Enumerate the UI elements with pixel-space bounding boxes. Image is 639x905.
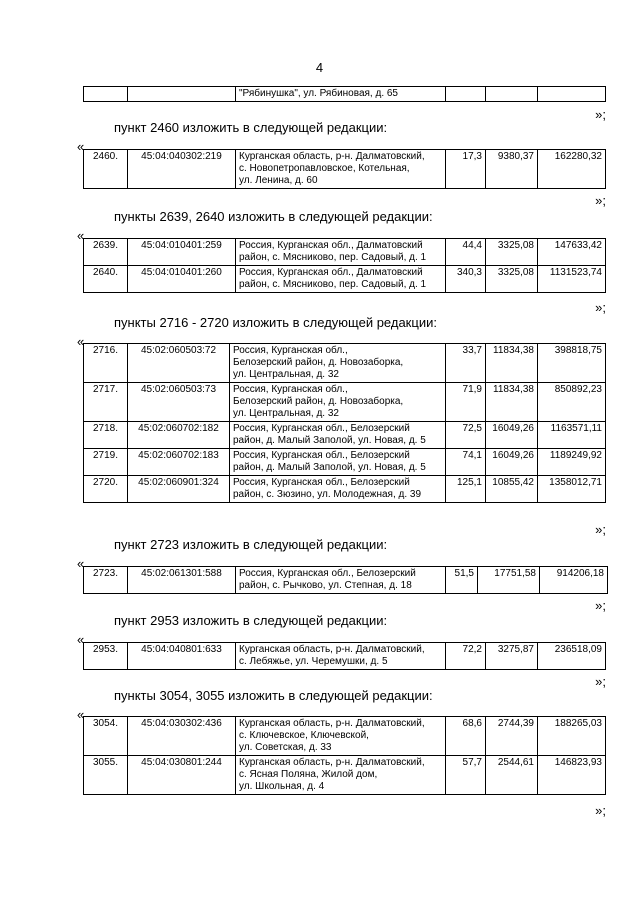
address-line: Россия, Курганская обл., [233, 384, 348, 395]
address-line: Россия, Курганская обл., Далматовский [239, 240, 423, 251]
address-cell [230, 383, 446, 422]
address-line: район, с. Зюзино, ул. Молодежная, д. 39 [233, 489, 422, 500]
address-line: Курганская область, р-н. Далматовский, [239, 718, 425, 729]
table-row [84, 266, 606, 293]
address-line: Белозерский район, д. Новозаборка, [233, 396, 404, 407]
area-cell: 74,1 [446, 449, 486, 476]
section-heading: пункт 2953 изложить в следующей редакции: [114, 613, 388, 628]
num-cell [84, 87, 128, 102]
address-line: ул. Центральная, д. 32 [233, 408, 339, 419]
price-cell: 3325,08 [486, 239, 538, 266]
closing-mark: »; [595, 522, 606, 537]
address-line: Курганская область, р-н. Далматовский, [239, 151, 425, 162]
address-line: район, д. Малый Заполой, ул. Новая, д. 5 [233, 435, 426, 446]
closing-mark: »; [595, 674, 606, 689]
address-cell [230, 344, 446, 383]
area-cell: 72,2 [446, 643, 486, 670]
area-cell [446, 87, 486, 102]
cadastral-cell: 45:04:030302:436 [128, 717, 236, 756]
section-heading: пункты 2716 - 2720 изложить в следующей редакции: [114, 315, 437, 330]
cadastral-cell: 45:02:060702:183 [128, 449, 230, 476]
opening-mark: « [77, 707, 85, 722]
address-line: с. Ясная Поляна, Жилой дом, [239, 769, 378, 780]
closing-mark: »; [595, 803, 606, 818]
total-cell: 914206,18 [540, 567, 608, 594]
num-cell: 2719. [84, 449, 128, 476]
address-cell [236, 266, 446, 293]
closing-mark: »; [595, 300, 606, 315]
cadastral-cell: 45:04:010401:259 [128, 239, 236, 266]
table-row [84, 643, 606, 670]
address-cell [236, 643, 446, 670]
table-row [84, 87, 606, 102]
address-line: ул. Советская, д. 33 [239, 742, 332, 753]
total-cell: 850892,23 [538, 383, 606, 422]
opening-mark: « [77, 228, 85, 243]
num-cell: 2718. [84, 422, 128, 449]
price-cell [486, 87, 538, 102]
total-cell: 1131523,74 [538, 266, 606, 293]
area-cell: 72,5 [446, 422, 486, 449]
address-line: Россия, Курганская обл., Белозерский [239, 568, 416, 579]
price-cell: 11834,38 [486, 383, 538, 422]
cadastral-cell: 45:04:010401:260 [128, 266, 236, 293]
price-cell: 16049,26 [486, 422, 538, 449]
address-line: Россия, Курганская обл., Белозерский [233, 450, 410, 461]
opening-mark: « [77, 632, 85, 647]
address-line: Курганская область, р-н. Далматовский, [239, 644, 425, 655]
section-heading: пункт 2723 изложить в следующей редакции: [114, 537, 388, 552]
table-row [84, 717, 606, 756]
address-line: район, д. Малый Заполой, ул. Новая, д. 5 [233, 462, 426, 473]
page-number: 4 [315, 60, 324, 75]
num-cell: 2717. [84, 383, 128, 422]
num-cell: 2640. [84, 266, 128, 293]
total-cell: 188265,03 [538, 717, 606, 756]
address-cell [236, 717, 446, 756]
address-line: ул. Школьная, д. 4 [239, 781, 325, 792]
cadastral-cell: 45:02:060702:182 [128, 422, 230, 449]
address-line: Россия, Курганская обл., Далматовский [239, 267, 423, 278]
address-cell [236, 567, 446, 594]
closing-mark: »; [595, 598, 606, 613]
opening-mark: « [77, 139, 85, 154]
table-row [84, 383, 606, 422]
address-line: с. Ключевское, Ключевской, [239, 730, 369, 741]
area-cell: 71,9 [446, 383, 486, 422]
num-cell: 2953. [84, 643, 128, 670]
address-line: Россия, Курганская обл., Белозерский [233, 423, 410, 434]
table-row [84, 344, 606, 383]
address-line: район, с. Мясниково, пер. Садовый, д. 1 [239, 252, 427, 263]
address-cell [236, 150, 446, 189]
area-cell: 51,5 [446, 567, 478, 594]
cadastral-cell: 45:02:061301:588 [128, 567, 236, 594]
table-row [84, 239, 606, 266]
area-cell: 68,6 [446, 717, 486, 756]
data-table [83, 566, 608, 594]
total-cell: 398818,75 [538, 344, 606, 383]
data-table [83, 238, 606, 293]
price-cell: 17751,58 [478, 567, 540, 594]
table-row [84, 150, 606, 189]
address-line: Белозерский район, д. Новозаборка, [233, 357, 404, 368]
address-cell [230, 476, 446, 503]
cadastral-cell [128, 87, 236, 102]
price-cell: 2744,39 [486, 717, 538, 756]
area-cell: 33,7 [446, 344, 486, 383]
total-cell: 147633,42 [538, 239, 606, 266]
table-row [84, 476, 606, 503]
data-table [83, 642, 606, 670]
num-cell: 2720. [84, 476, 128, 503]
cadastral-cell: 45:02:060503:72 [128, 344, 230, 383]
area-cell: 17,3 [446, 150, 486, 189]
table-row [84, 756, 606, 795]
address-line: Россия, Курганская обл., Белозерский [233, 477, 410, 488]
num-cell: 2639. [84, 239, 128, 266]
cadastral-cell: 45:04:040801:633 [128, 643, 236, 670]
address-line: с. Новопетропавловское, Котельная, [239, 163, 410, 174]
address-cell [230, 422, 446, 449]
section-heading: пункт 2460 изложить в следующей редакции: [114, 120, 388, 135]
area-cell: 44,4 [446, 239, 486, 266]
area-cell: 57,7 [446, 756, 486, 795]
price-cell: 9380,37 [486, 150, 538, 189]
cadastral-cell: 45:02:060901:324 [128, 476, 230, 503]
cadastral-cell: 45:04:030801:244 [128, 756, 236, 795]
section-heading: пункты 2639, 2640 изложить в следующей редакции: [114, 209, 433, 224]
total-cell: 1358012,71 [538, 476, 606, 503]
area-cell: 125,1 [446, 476, 486, 503]
num-cell: 3055. [84, 756, 128, 795]
table-continuation [83, 86, 606, 102]
total-cell: 236518,09 [538, 643, 606, 670]
area-cell: 340,3 [446, 266, 486, 293]
table-row [84, 422, 606, 449]
address-cell [230, 449, 446, 476]
address-line: район, с. Мясниково, пер. Садовый, д. 1 [239, 279, 427, 290]
num-cell: 2716. [84, 344, 128, 383]
table-row [84, 567, 608, 594]
total-cell: 162280,32 [538, 150, 606, 189]
address-line: район, с. Рычково, ул. Степная, д. 18 [239, 580, 412, 591]
closing-mark: »; [595, 107, 606, 122]
price-cell: 3275,87 [486, 643, 538, 670]
num-cell: 2460. [84, 150, 128, 189]
address-cell [236, 239, 446, 266]
data-table [83, 343, 606, 503]
table-row [84, 449, 606, 476]
address-line: ул. Ленина, д. 60 [239, 175, 318, 186]
section-heading: пункты 3054, 3055 изложить в следующей редакции: [114, 688, 433, 703]
total-cell [538, 87, 606, 102]
price-cell: 2544,61 [486, 756, 538, 795]
num-cell: 3054. [84, 717, 128, 756]
address-cell [236, 756, 446, 795]
closing-mark: »; [595, 193, 606, 208]
opening-mark: « [77, 556, 85, 571]
data-table [83, 716, 606, 795]
total-cell: 1163571,11 [538, 422, 606, 449]
total-cell: 1189249,92 [538, 449, 606, 476]
price-cell: 16049,26 [486, 449, 538, 476]
price-cell: 11834,38 [486, 344, 538, 383]
opening-mark: « [77, 334, 85, 349]
address-line: ул. Центральная, д. 32 [233, 369, 339, 380]
data-table [83, 149, 606, 189]
address-line: Россия, Курганская обл., [233, 345, 348, 356]
total-cell: 146823,93 [538, 756, 606, 795]
address-line: с. Лебяжье, ул. Черемушки, д. 5 [239, 656, 388, 667]
address-line: Курганская область, р-н. Далматовский, [239, 757, 425, 768]
num-cell: 2723. [84, 567, 128, 594]
cadastral-cell: 45:02:060503:73 [128, 383, 230, 422]
price-cell: 3325,08 [486, 266, 538, 293]
price-cell: 10855,42 [486, 476, 538, 503]
cadastral-cell: 45:04:040302:219 [128, 150, 236, 189]
address-cell: "Рябинушка", ул. Рябиновая, д. 65 [236, 87, 446, 102]
